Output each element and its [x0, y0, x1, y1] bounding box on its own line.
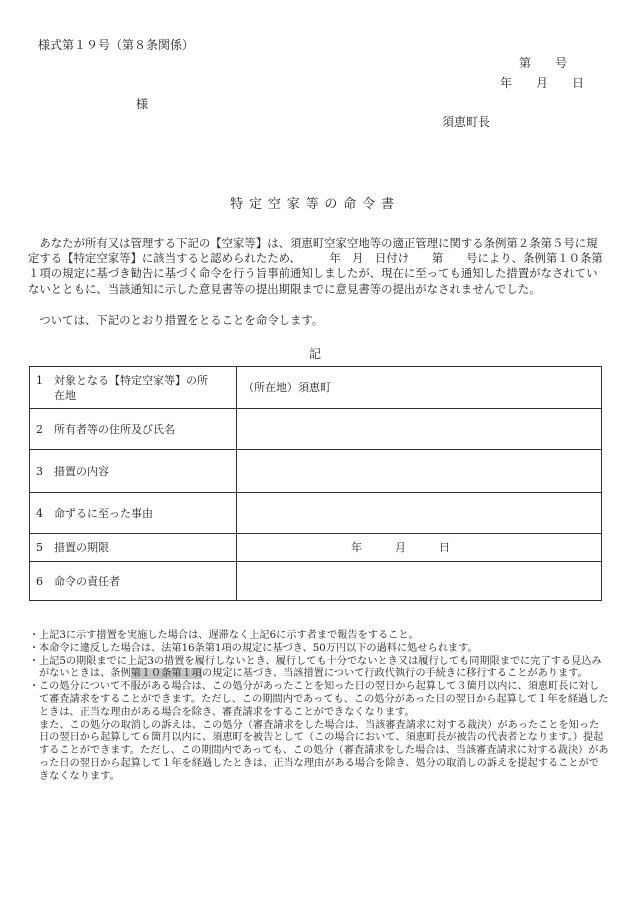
- form-number: 様式第１９号（第８条関係）: [38, 38, 195, 52]
- row-label: [30, 562, 237, 601]
- row-label: [30, 534, 237, 562]
- ki-heading: 記: [308, 347, 321, 361]
- row-number: 4: [36, 506, 43, 520]
- row-label: [30, 493, 237, 534]
- bullet: ・: [29, 630, 40, 641]
- body-paragraph-1: あなたが所有又は管理する下記の【空家等】は、須恵町空家空地等の適正管理に関する条例第２条第５号に規定する【特定空家等】に該当すると認められたため、 年 月 日付け 第 号により、条例第１０条第１項の規定に基づき勧告に基づく命令を行う旨事前通知しましたが、現在に至っても通知した措置がなされていないとともに、当該通知に示した意見書等の提出期限までに意見書等の提出がなされませんでした。: [28, 236, 603, 296]
- bullet: ・: [29, 655, 40, 667]
- note-item: [29, 643, 609, 656]
- row-number: 6: [36, 574, 43, 588]
- note-text: 上記5の期限までに上記3の措置を履行しないとき、履行しても十分でないとき又は履行しても同期限までに完了する見込みがないときは、条例: [39, 655, 602, 680]
- note-item: [29, 656, 609, 682]
- notes-list: [29, 630, 609, 784]
- bullet: ・: [29, 642, 40, 654]
- row-number: 3: [36, 464, 43, 478]
- note-text: また、この処分の取消しの訴えは、この処分（審査請求をした場合は、当該審査請求に対する裁決）があったことを知った日の翌日から起算して６箇月以内に、須恵町を被告として（この場合において、須恵町長が被告の代表者となります。）提起することができます。ただし、この期間内であっても、この処分（審査請求をした場合は、当該審査請求に対する裁決）があった日の翌日から起算して１年を経過したときは、正当な理由がある場合を除き、処分の取消しの訴えを提起することができなくなります。: [39, 719, 609, 782]
- bullet: ・: [29, 681, 40, 693]
- items-table: [29, 366, 602, 601]
- note-text: の規定に基づき、当該措置について行政代執行の手続きに移行することがあります。: [202, 668, 588, 680]
- table-row: [30, 562, 602, 601]
- note-text: 上記3に示す措置を実施した場合は、遅滞なく上記6に示す者まで報告をすること。: [39, 630, 419, 641]
- row-value: （所在地）須恵町: [237, 367, 602, 409]
- row-label-text: 命令の責任者: [54, 574, 120, 588]
- note-text: この処分について不服がある場合は、この処分があったことを知った日の翌日から起算して３箇月以内に、須恵町長に対して審査請求をすることができます。ただし、この期間内であっても、この処分があった日の翌日から起算して１年を経過したときは、正当な理由がある場合を除き、審査請求をすることができなくなります。: [39, 681, 609, 718]
- issue-date-line: 年 月 日: [500, 76, 585, 90]
- row-label-text: 措置の期限: [54, 541, 109, 554]
- document-title: 特定空家等の命令書: [230, 197, 400, 212]
- row-value: [237, 409, 602, 450]
- table-row: [30, 534, 602, 562]
- note-item: [29, 630, 609, 643]
- recipient-suffix: 様: [136, 97, 149, 111]
- highlighted-text: 第１０条第１項: [130, 668, 202, 680]
- row-label-text: 対象となる【特定空家等】の所在地: [54, 373, 208, 402]
- row-number: 2: [36, 422, 43, 436]
- issuer-name: 須恵町長: [442, 115, 491, 129]
- row-value: [237, 493, 602, 534]
- row-value: [237, 562, 602, 601]
- note-text: 本命令に違反した場合は、法第16条第1項の規定に基づき、50万円以下の過料に処せられます。: [39, 642, 478, 654]
- table-row: [30, 493, 602, 534]
- note-item: [29, 681, 609, 783]
- row-value: 年 月 日: [237, 534, 602, 562]
- row-number: 5: [36, 541, 43, 554]
- table-row: [30, 450, 602, 493]
- row-label: [30, 409, 237, 450]
- row-label: [30, 450, 237, 493]
- row-label-text: 所有者等の住所及び氏名: [54, 422, 175, 436]
- row-value: [237, 450, 602, 493]
- table-row: [30, 409, 602, 450]
- row-label-text: 措置の内容: [54, 464, 109, 478]
- row-label-text: 命ずるに至った事由: [54, 506, 153, 520]
- document-number-label: 第 号: [519, 56, 568, 70]
- row-label: [30, 367, 237, 409]
- body-paragraph-2: ついては、下記のとおり措置をとることを命令します。: [39, 313, 324, 327]
- table-row: [30, 367, 602, 409]
- row-number: 1: [36, 373, 43, 387]
